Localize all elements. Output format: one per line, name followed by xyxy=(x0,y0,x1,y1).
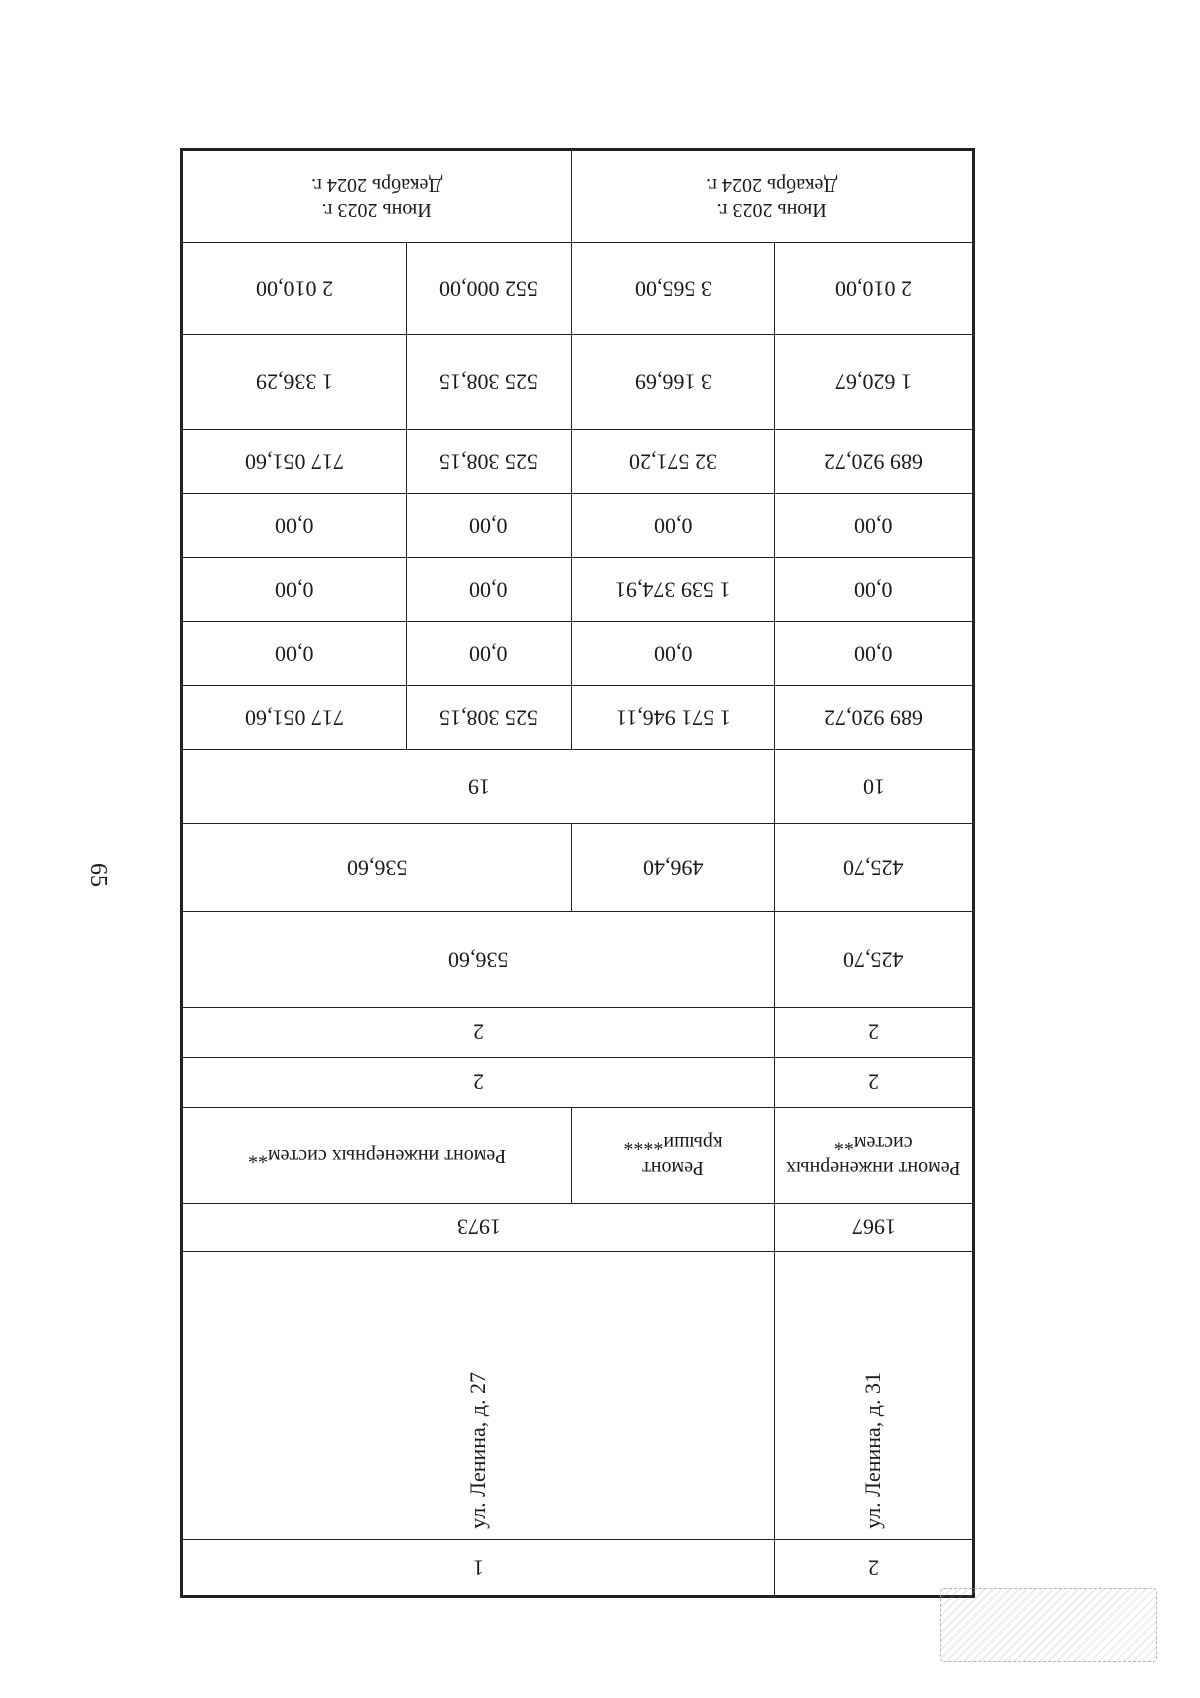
row-sum-total xyxy=(183,430,973,494)
value: 2 xyxy=(473,1069,485,1095)
value: Ремонт крыши**** xyxy=(623,1132,723,1180)
cell xyxy=(775,1007,973,1057)
value: Ремонт инженерных систем** xyxy=(247,1144,506,1167)
cell xyxy=(406,686,571,750)
cell xyxy=(406,494,571,558)
value: 425,70 xyxy=(843,947,904,973)
cell xyxy=(406,335,571,430)
cell xyxy=(406,430,571,494)
cell xyxy=(183,243,407,335)
cell xyxy=(775,686,973,750)
value: 0,00 xyxy=(653,513,693,539)
value: 0,00 xyxy=(275,641,314,667)
register-table xyxy=(182,150,973,1596)
period-line2: Декабрь 2024 г. xyxy=(311,173,443,196)
value: 19 xyxy=(467,774,490,800)
cell xyxy=(571,622,775,686)
value: 552 000,00 xyxy=(439,276,539,302)
cell xyxy=(571,335,775,430)
row-number xyxy=(183,750,973,824)
value: 10 xyxy=(862,774,885,800)
value: 689 920,72 xyxy=(824,449,924,475)
cell xyxy=(775,750,973,824)
value: 717 051,60 xyxy=(244,705,344,731)
row-area-work xyxy=(183,824,973,912)
cell xyxy=(775,622,973,686)
value: 1 539 374,91 xyxy=(615,577,731,603)
cell xyxy=(183,1107,572,1203)
cell xyxy=(406,558,571,622)
value: 0,00 xyxy=(469,577,508,603)
value: 1 571 946,11 xyxy=(615,705,731,731)
cell-period-house-27 xyxy=(183,151,572,243)
cell xyxy=(406,622,571,686)
cell xyxy=(183,1203,775,1251)
period-line1: Июнь 2023 г. xyxy=(716,198,827,221)
cell xyxy=(571,824,775,912)
cell xyxy=(183,622,407,686)
faint-stamp-mark xyxy=(940,1588,1157,1662)
cell xyxy=(775,1251,973,1539)
address: ул. Ленина, д. 27 xyxy=(464,1372,490,1529)
value: 2 xyxy=(473,1019,485,1045)
cell xyxy=(571,558,775,622)
cell xyxy=(775,1057,973,1107)
cell xyxy=(775,1203,973,1251)
period-line1: Июнь 2023 г. xyxy=(321,198,432,221)
cell xyxy=(775,430,973,494)
cell xyxy=(183,1539,775,1595)
value: 2 xyxy=(868,1069,880,1095)
value: 0,00 xyxy=(275,577,314,603)
cell xyxy=(183,430,407,494)
value: 2 xyxy=(868,1019,880,1045)
cell xyxy=(571,430,775,494)
value: 2 010,00 xyxy=(835,276,913,302)
value: 1967 xyxy=(851,1214,896,1240)
value: 425,70 xyxy=(843,855,904,881)
row-fund-b xyxy=(183,558,973,622)
cell xyxy=(183,1057,775,1107)
cell xyxy=(183,1007,775,1057)
cell xyxy=(183,335,407,430)
value: 0,00 xyxy=(854,513,893,539)
value: 525 308,15 xyxy=(439,369,539,395)
value: 689 920,72 xyxy=(824,705,924,731)
period-line2: Декабрь 2024 г. xyxy=(706,173,838,196)
value: 32 571,20 xyxy=(629,449,718,475)
cell xyxy=(183,494,407,558)
cell xyxy=(775,494,973,558)
value: 1 336,29 xyxy=(255,369,333,395)
cell xyxy=(571,494,775,558)
cell xyxy=(183,750,775,824)
cell xyxy=(183,912,775,1007)
cell xyxy=(183,686,407,750)
value: 3 166,69 xyxy=(634,369,712,395)
cell xyxy=(183,1251,775,1539)
value: 0,00 xyxy=(653,641,693,667)
row-area-total xyxy=(183,912,973,1007)
row-floors xyxy=(183,1007,973,1057)
value: 525 308,15 xyxy=(439,449,539,475)
cell xyxy=(775,243,973,335)
cell xyxy=(571,243,775,335)
row-total-cost xyxy=(183,243,973,335)
row-entrances xyxy=(183,1057,973,1107)
value: 525 308,15 xyxy=(439,705,539,731)
cell xyxy=(183,558,407,622)
value: 0,00 xyxy=(469,513,508,539)
cell xyxy=(571,1107,775,1203)
value: 0,00 xyxy=(469,641,508,667)
cell xyxy=(406,243,571,335)
value: 1 xyxy=(473,1555,485,1581)
address: ул. Ленина, д. 31 xyxy=(859,1372,885,1529)
row-address xyxy=(183,1251,973,1539)
value: 496,40 xyxy=(642,855,704,881)
row-unit-cost xyxy=(183,335,973,430)
value: 0,00 xyxy=(275,513,314,539)
row-fund-a xyxy=(183,494,973,558)
cell xyxy=(571,686,775,750)
row-index xyxy=(183,1539,973,1595)
value: 2 010,00 xyxy=(255,276,333,302)
row-period xyxy=(183,151,973,243)
value: 1 620,67 xyxy=(835,369,913,395)
value: 3 565,00 xyxy=(634,276,712,302)
value: 0,00 xyxy=(854,641,893,667)
value: 0,00 xyxy=(854,577,893,603)
cell xyxy=(183,824,572,912)
register-table-sheet xyxy=(180,148,975,1598)
value: Ремонт инженерных систем** xyxy=(786,1132,961,1180)
row-year xyxy=(183,1203,973,1251)
cell xyxy=(775,1107,973,1203)
cell xyxy=(775,558,973,622)
cell xyxy=(775,335,973,430)
row-fund-d xyxy=(183,686,973,750)
page-number: 65 xyxy=(85,863,112,887)
row-fund-c xyxy=(183,622,973,686)
cell xyxy=(775,912,973,1007)
value: 1973 xyxy=(456,1214,501,1240)
cell xyxy=(775,824,973,912)
value: 536,60 xyxy=(346,855,408,881)
cell-period-house-31 xyxy=(571,151,972,243)
value: 536,60 xyxy=(448,947,509,973)
value: 717 051,60 xyxy=(244,449,344,475)
row-work-type xyxy=(183,1107,973,1203)
value: 2 xyxy=(868,1555,880,1581)
